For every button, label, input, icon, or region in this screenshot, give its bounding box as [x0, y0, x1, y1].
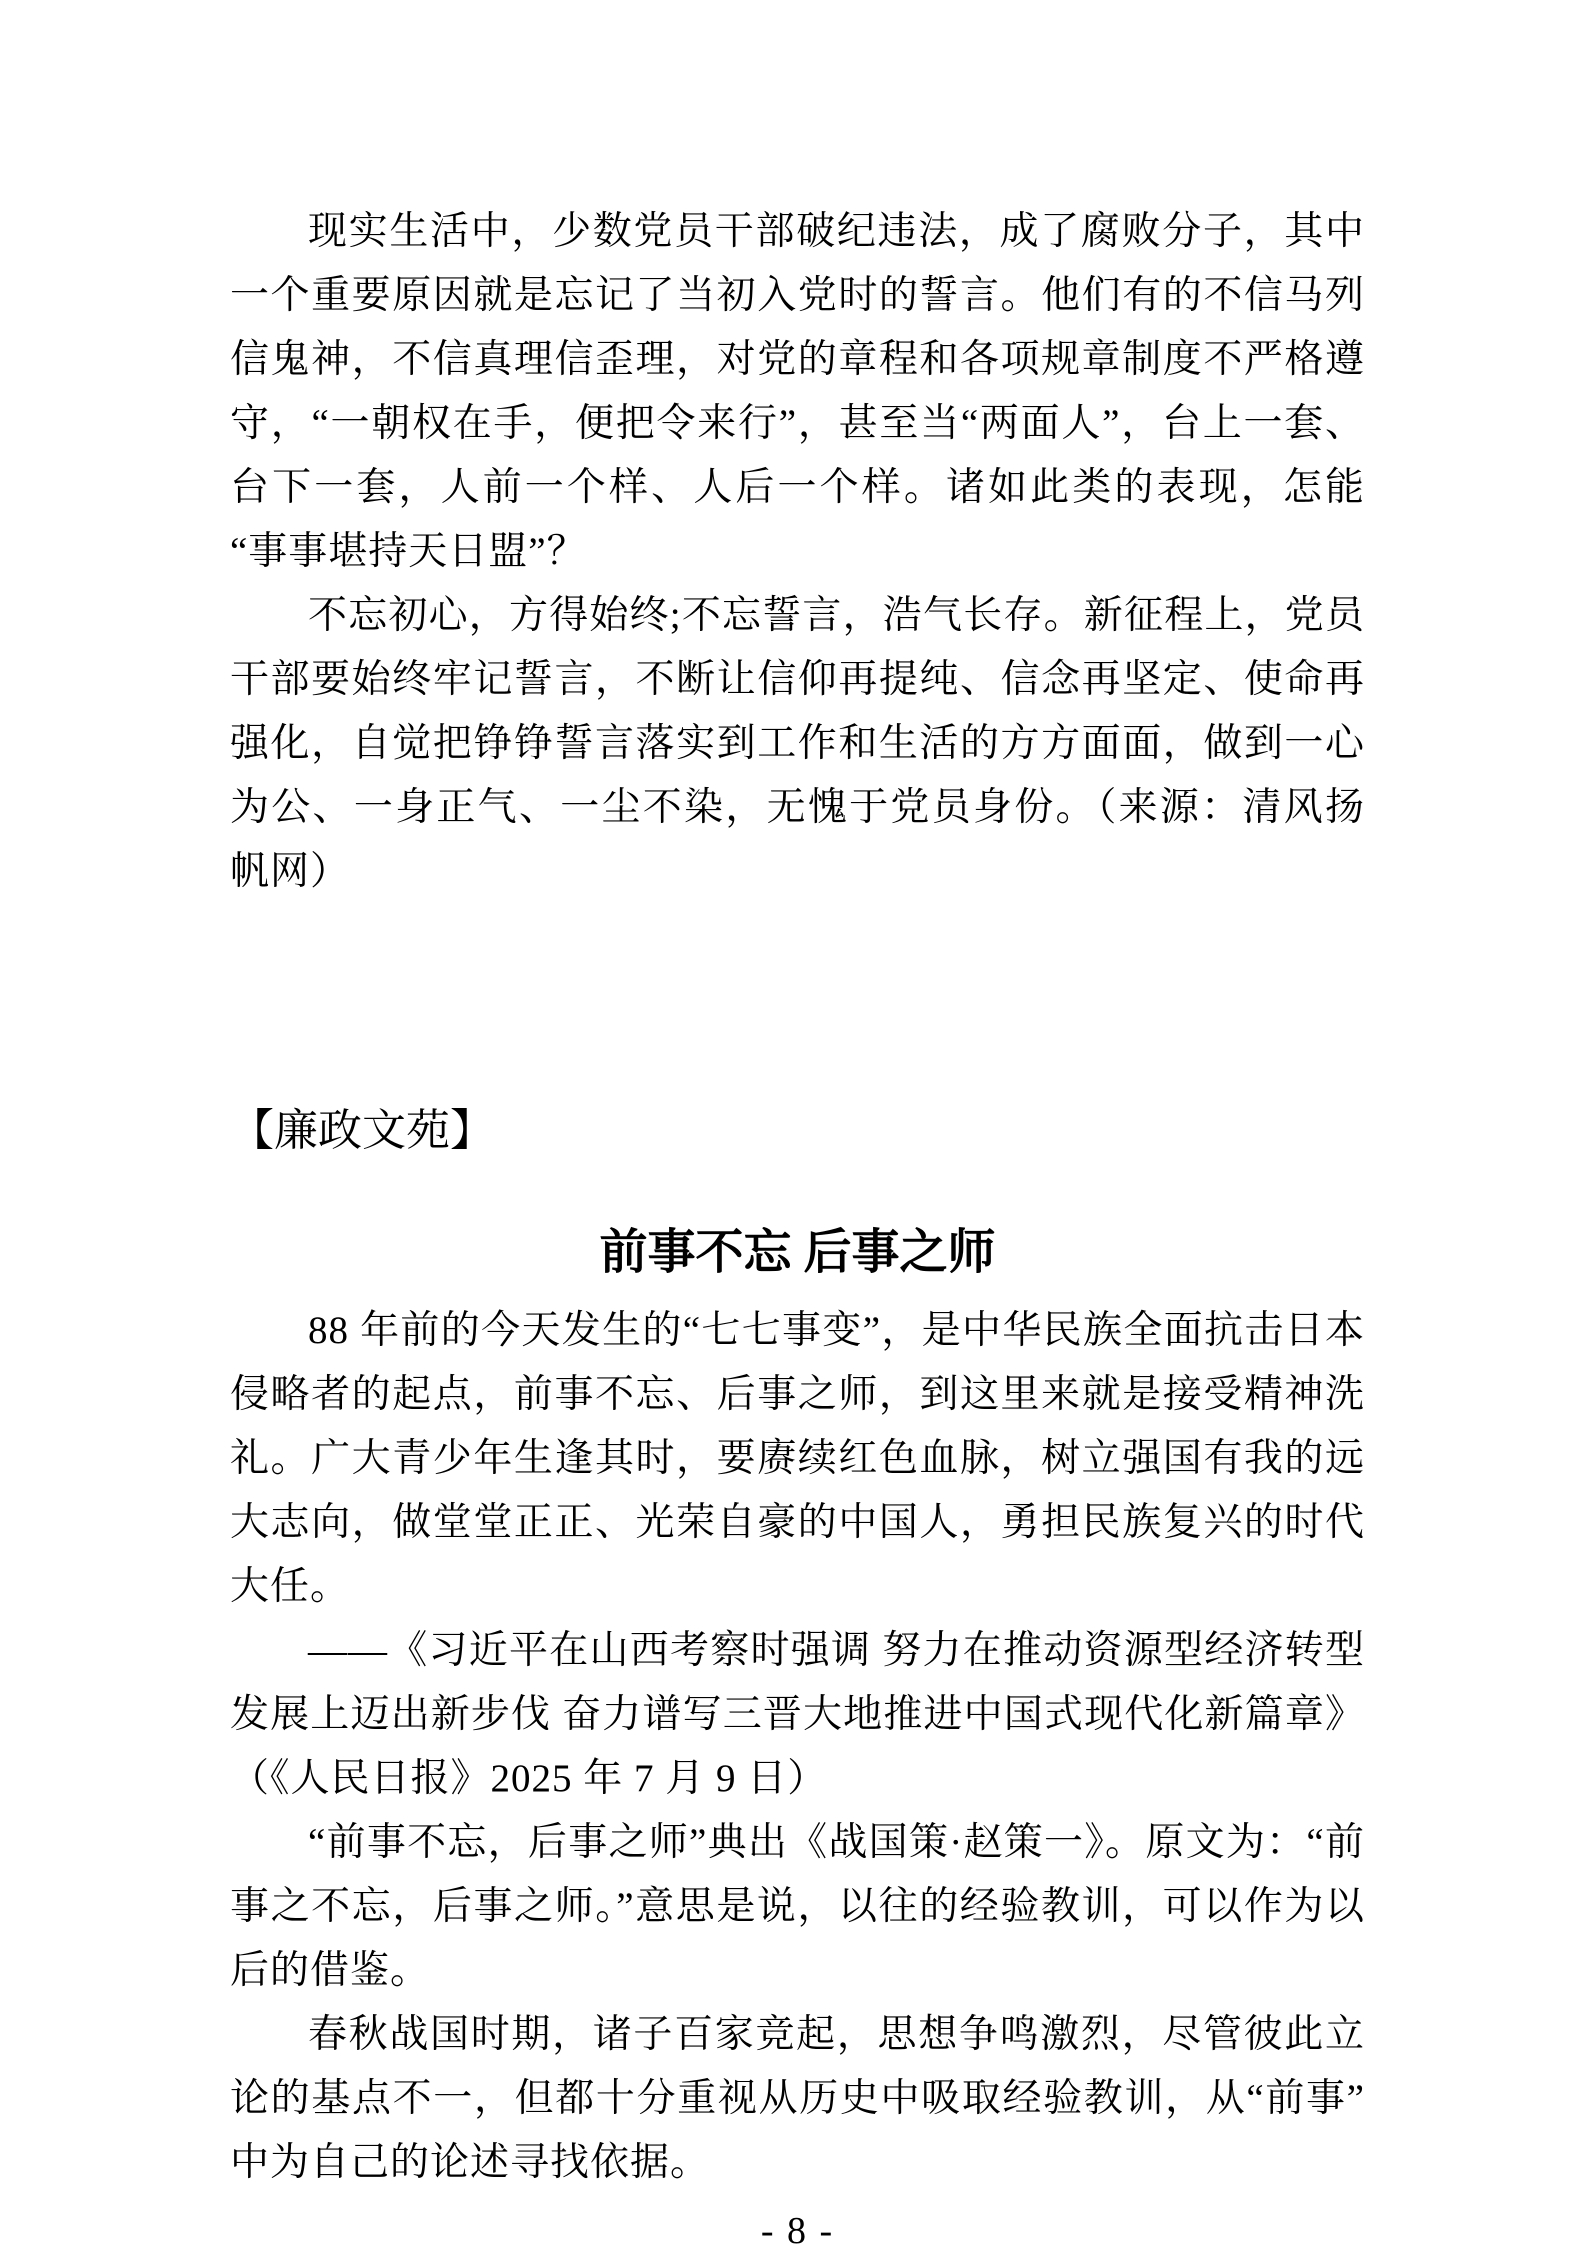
article-paragraph-3: “前事不忘，后事之师”典出《战国策·赵策一》。原文为：“前事之不忘，后事之师。”意思是说，以往的经验教训，可以作为以后的借鉴。 — [230, 1821, 1365, 1992]
article-paragraph-quote-attribution: ——《习近平在山西考察时强调 努力在推动资源型经济转型发展上迈出新步伐 奋力谱写三晋大地推进中国式现代化新篇章》（《人民日报》2025 年 7 月 9 日） — [230, 1629, 1365, 1800]
section-header: 【廉政文苑】 — [230, 1106, 494, 1155]
page-number: - 8 - — [760, 2210, 835, 2245]
article-paragraph-1: 88 年前的今天发生的“七七事变”，是中华民族全面抗击日本侵略者的起点，前事不忘、后事之师，到这里来就是接受精神洗礼。广大青少年生逢其时，要赓续红色血脉，树立强国有我的远大志向，做堂堂正正、光荣自豪的中国人，勇担民族复兴的时代大任。 — [230, 1309, 1365, 1608]
article-body — [230, 1299, 1365, 2195]
article-title: 前事不忘 后事之师 — [599, 1226, 996, 1279]
intro-paragraph-1: 现实生活中，少数党员干部破纪违法，成了腐败分子，其中一个重要原因就是忘记了当初入党时的誓言。他们有的不信马列信鬼神，不信真理信歪理，对党的章程和各项规章制度不严格遵守，“一朝权在手，便把令来行”，甚至当“两面人”，台上一套、台下一套，人前一个样、人后一个样。诸如此类的表现，怎能“事事堪持天日盟”？ — [230, 210, 1365, 573]
intro-paragraph-2: 不忘初心，方得始终;不忘誓言，浩气长存。新征程上，党员干部要始终牢记誓言，不断让信仰再提纯、信念再坚定、使命再强化，自觉把铮铮誓言落实到工作和生活的方方面面，做到一心为公、一身正气、一尘不染，无愧于党员身份。（来源：清风扬帆网） — [230, 594, 1365, 893]
article-paragraph-4: 春秋战国时期，诸子百家竞起，思想争鸣激烈，尽管彼此立论的基点不一，但都十分重视从历史中吸取经验教训，从“前事”中为自己的论述寻找依据。 — [230, 2013, 1365, 2184]
